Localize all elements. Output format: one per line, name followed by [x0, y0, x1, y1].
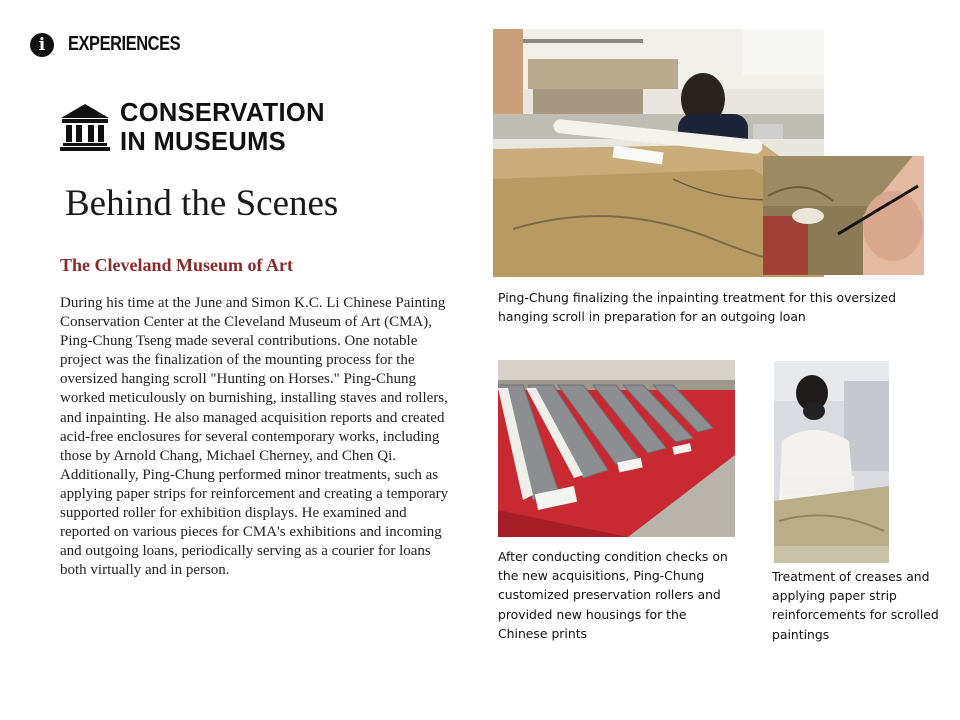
body-paragraph: During his time at the June and Simon K.C. Li Chinese Painting Conservation Center at the Cleveland Museum of Art (CMA), Ping-Chung Tseng made several contributions. One notable project was the finalization of the mounting process for the oversized hanging scroll "Hunting on Horses." Ping-Chung worked meticulously on burnishing, installing staves and rollers, and inpainting. He also managed acquisition reports and created acid-free enclosures for several contemporary works, including those by Arnold Chang, Michael Cherney, and Chen Qi. Additionally, Ping-Chung performed minor treatments, such as applying paper strips for reinforcement and creating a temporary supported roller for exhibition displays. He examined and reported on various pieces for CMA's exhibitions and incoming and outgoing loans, periodically serving as a courier for loans both virtually and in person.	[60, 295, 449, 579]
section-title-line2: IN MUSEUMS	[120, 128, 286, 156]
page-subtitle: Behind the Scenes	[65, 183, 339, 224]
caption-inpainting: Ping-Chung finalizing the inpainting treatment for this oversized hanging scroll in preparation for an outgoing loan	[498, 290, 897, 325]
museum-name: The Cleveland Museum of Art	[60, 255, 293, 275]
section-title	[120, 99, 325, 157]
category-label: EXPERIENCES	[68, 33, 181, 55]
caption-rollers: After conducting condition checks on the new acquisitions, Ping-Chung customized preservation rollers and provided new housings for the Chinese prints	[498, 549, 728, 641]
photo-preservation-rollers	[498, 360, 735, 537]
photo-inpainting-closeup	[763, 156, 924, 275]
info-icon: i	[30, 33, 54, 57]
caption-creases: Treatment of creases and applying paper strip reinforcements for scrolled paintings	[772, 569, 939, 642]
museum-building-icon	[60, 103, 110, 151]
section-title-line1: CONSERVATION	[120, 99, 325, 127]
photo-crease-treatment	[774, 361, 889, 563]
